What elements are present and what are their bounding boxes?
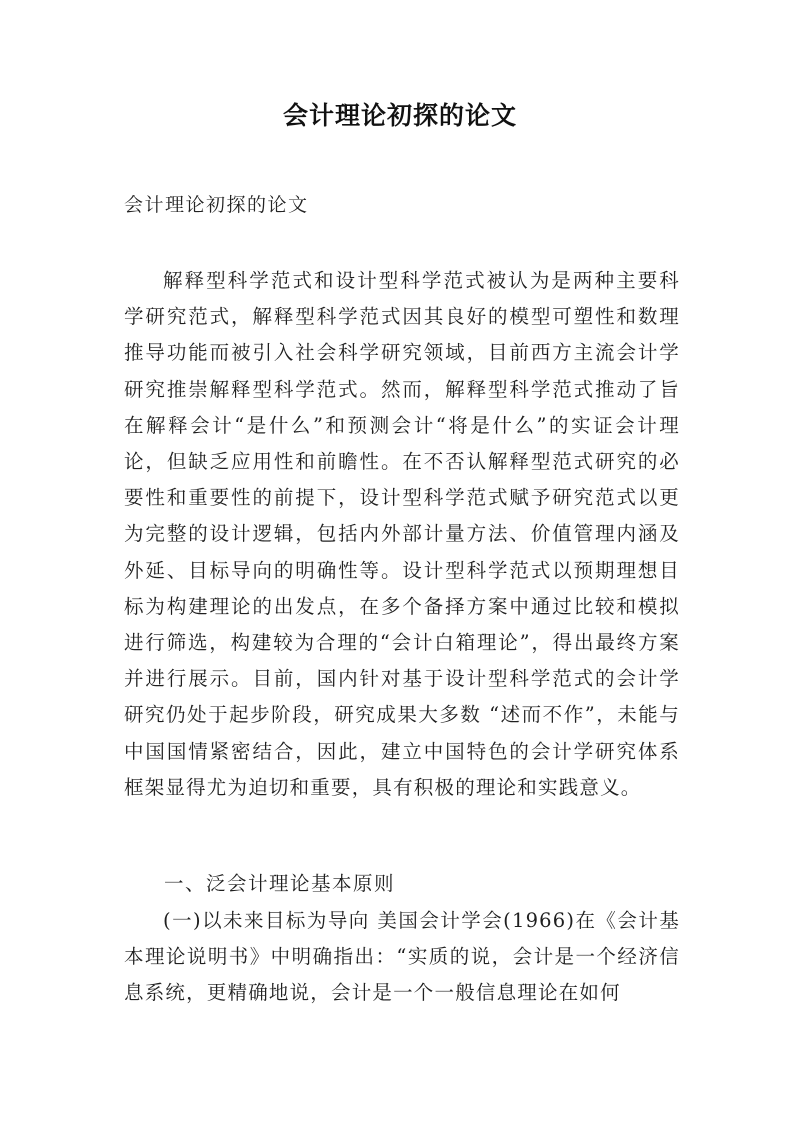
section-heading: 一、泛会计理论基本原则 <box>164 872 396 895</box>
document-subtitle: 会计理论初探的论文 <box>124 194 309 216</box>
body-paragraph-1: 解释型科学范式和设计型科学范式被认为是两种主要科学研究范式，解释型科学范式因其良好的模型可塑性和数理推导功能而被引入社会科学研究领域，目前西方主流会计学研究推崇解释型科学范式。然而，解释型科学范式推动了旨在解释会计“是什么”和预测会计“将是什么”的实证会计理论，但缺乏应用性和前瞻性。在不否认解释型范式研究的必要性和重要性的前提下，设计型科学范式赋予研究范式以更为完整的设计逻辑，包括内外部计量方法、价值管理内涵及外延、目标导向的明确性等。设计型科学范式以预期理想目标为构建理论的出发点，在多个备择方案中通过比较和模拟进行筛选，构建较为合理的“会计白箱理论”，得出最终方案并进行展示。目前，国内针对基于设计型科学范式的会计学研究仍处于起步阶段，研究成果大多数 “述而不作”，未能与中国国情紧密结合，因此，建立中国特色的会计学研究体系框架显得尤为迫切和重要，具有积极的理论和实践意义。 <box>124 269 680 799</box>
document-title: 会计理论初探的论文 <box>282 101 517 130</box>
body-paragraph-2-container <box>124 903 680 1012</box>
body-paragraph-2: (一)以未来目标为导向 美国会计学会(1966)在《会计基本理论说明书》中明确指出：“实质的说，会计是一个经济信息系统，更精确地说，会计是一个一般信息理论在如何 <box>124 909 680 1005</box>
body-paragraph-1-container <box>124 263 680 806</box>
